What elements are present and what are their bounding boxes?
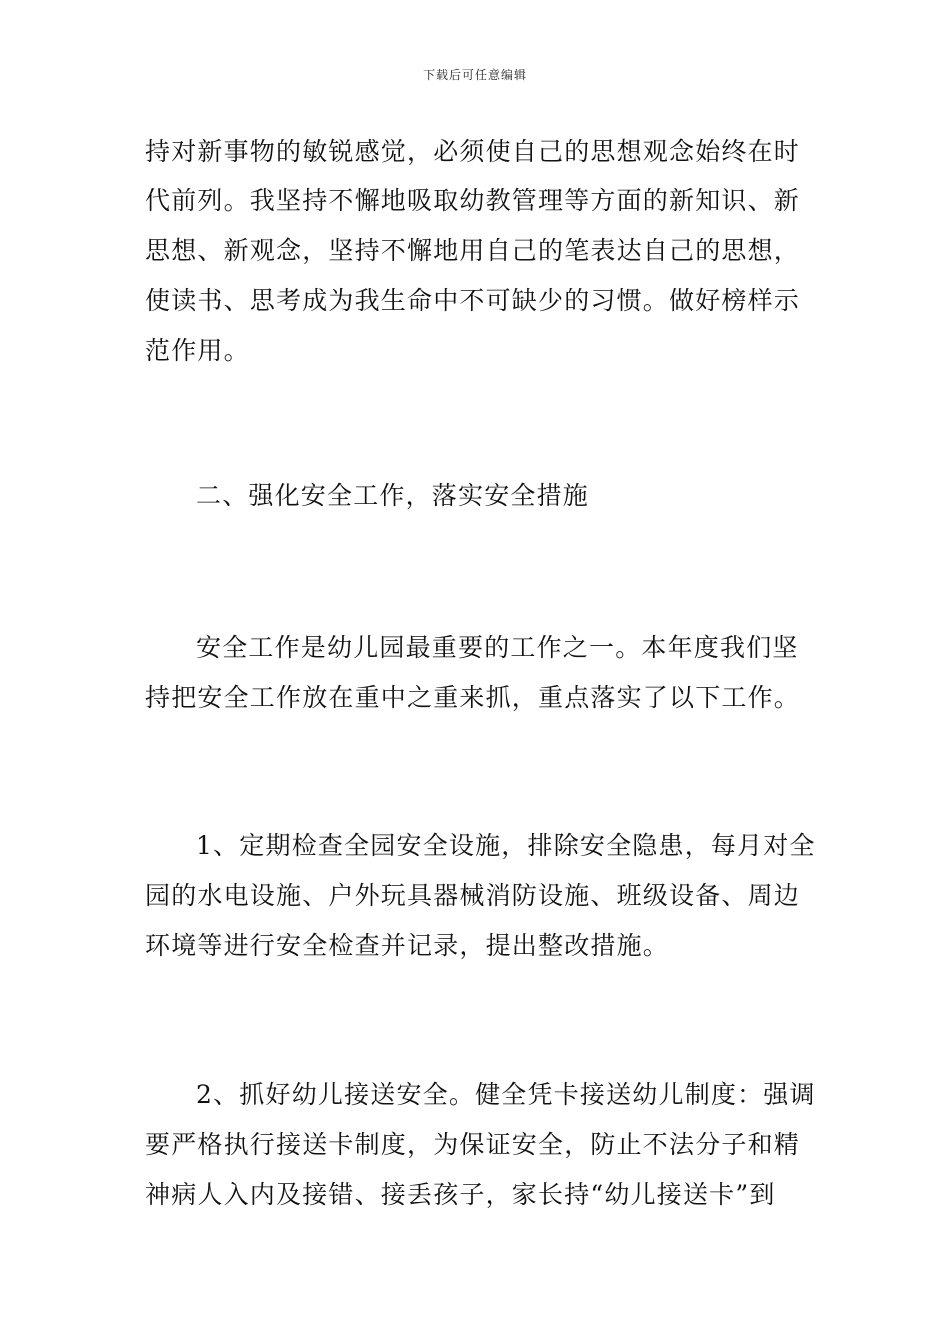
- paragraph-line: 环境等进行安全检查并记录，提出整改措施。: [145, 931, 670, 960]
- paragraph-line: 使读书、思考成为我生命中不可缺少的习惯。做好榜样示: [145, 286, 801, 315]
- paragraph-line: 持把安全工作放在重中之重来抓，重点落实了以下工作。: [145, 683, 801, 712]
- paragraph-line: 持对新事物的敏锐感觉，必须使自己的思想观念始终在时: [145, 137, 801, 166]
- section-heading: 二、强化安全工作，落实安全措施: [196, 481, 590, 510]
- paragraph-line: 园的水电设施、户外玩具器械消防设施、班级设备、周边: [145, 881, 801, 910]
- paragraph-line: 思想、新观念，坚持不懈地用自己的笔表达自己的思想，: [145, 236, 801, 265]
- header-note: 下载后可任意编辑: [422, 68, 527, 82]
- paragraph-line: 安全工作是幼儿园最重要的工作之一。本年度我们坚: [196, 633, 799, 662]
- paragraph-line: 2、抓好幼儿接送安全。健全凭卡接送幼儿制度：强调: [196, 1080, 816, 1109]
- paragraph-line: 范作用。: [145, 336, 250, 365]
- paragraph-line: 代前列。我坚持不懈地吸取幼教管理等方面的新知识、新: [145, 186, 801, 215]
- paragraph-line: 神病人入内及接错、接丢孩子，家长持“幼儿接送卡”到: [145, 1180, 776, 1209]
- paragraph-line: 要严格执行接送卡制度，为保证安全，防止不法分子和精: [145, 1130, 801, 1159]
- paragraph-line: 1、定期检查全园安全设施，排除安全隐患，每月对全: [196, 831, 816, 860]
